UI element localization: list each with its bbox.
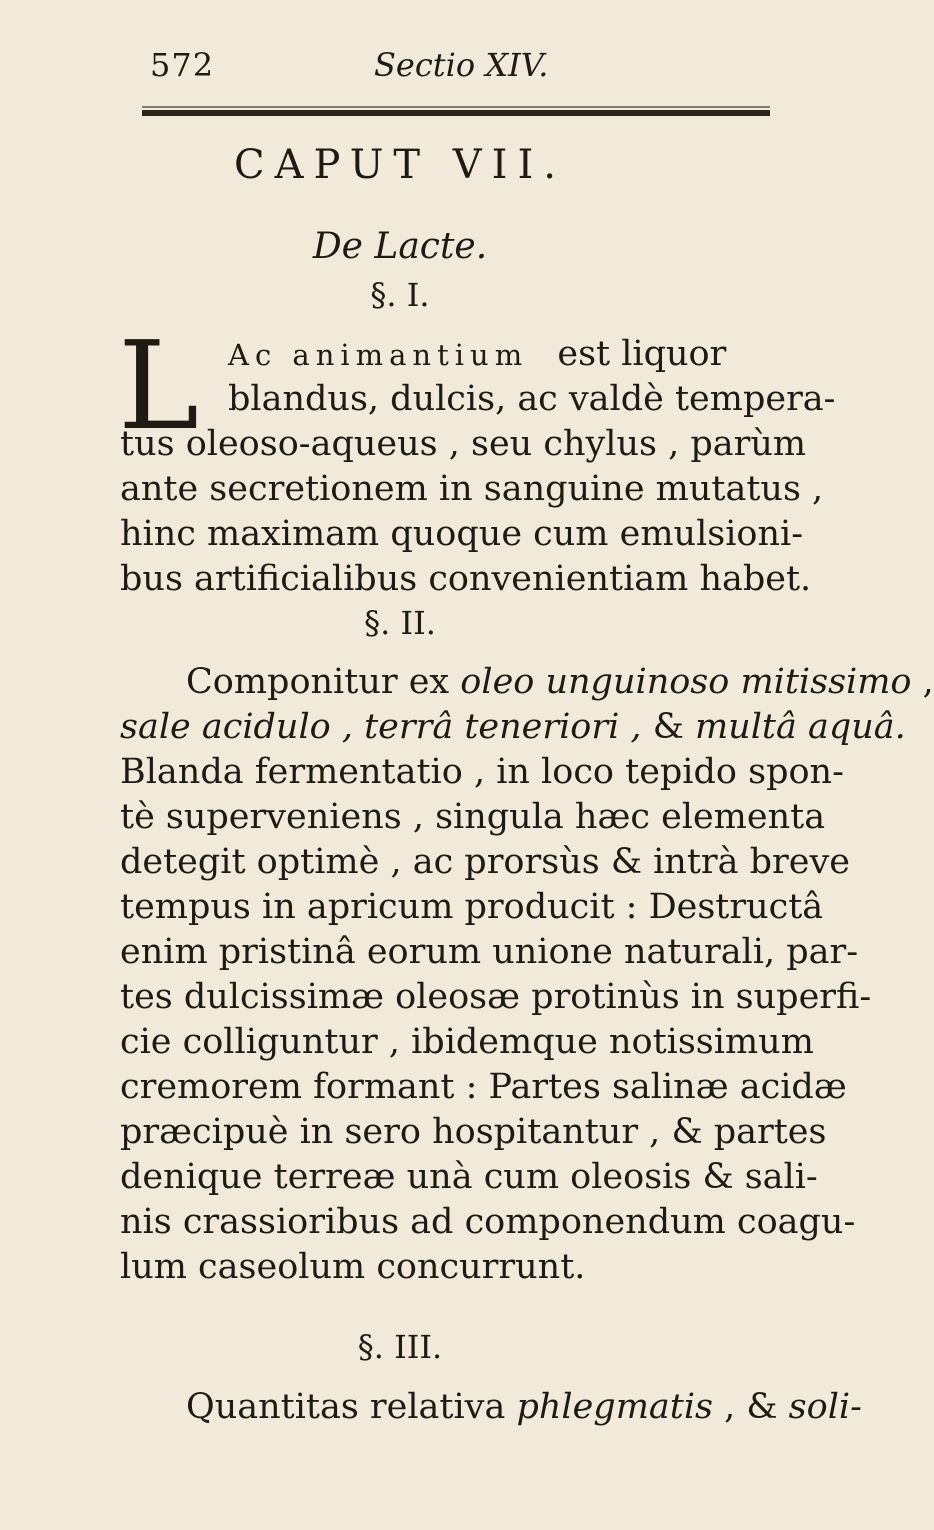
chapter-title: CAPUT VII. xyxy=(233,142,566,188)
text-line: Blanda fermentatio , in loco tepido spon- xyxy=(120,752,844,792)
paragraph-1 xyxy=(118,315,836,602)
text-line: tes dulcissimæ oleosæ protinùs in superfi- xyxy=(120,977,872,1017)
text-line: tempus in apricum producit : Destructâ xyxy=(120,887,824,927)
text-line: lum caseolum concurrunt. xyxy=(120,1247,586,1287)
text-line: bus artificialibus convenientiam habet. xyxy=(120,559,812,599)
text-line: tè superveniens , singula hæc elementa xyxy=(120,797,826,837)
page-number: 572 xyxy=(150,46,215,84)
text-line: denique terreæ unà cum oleosis & sali- xyxy=(120,1157,818,1197)
chapter-subtitle: De Lacte. xyxy=(312,226,488,267)
header-rule xyxy=(142,110,770,116)
running-title: Sectio XIV. xyxy=(374,46,549,84)
text-line: enim pristinâ eorum unione naturali, par- xyxy=(120,932,859,972)
paragraph-2 xyxy=(120,660,934,1290)
text-line: præcipuè in sero hospitantur , & partes xyxy=(120,1112,827,1152)
text-line xyxy=(120,332,800,377)
text-line: ante secretionem in sanguine mutatus , xyxy=(120,469,824,509)
line-continuation: est liquor xyxy=(557,334,727,374)
section-number-1: §. I. xyxy=(370,276,430,314)
section-number-3: §. III. xyxy=(357,1328,443,1366)
text-line: Quantitas relativa phlegmatis , & soli- xyxy=(186,1387,862,1427)
drop-cap: L xyxy=(118,315,200,457)
text-line: sale acidulo , terrâ teneriori , & multâ aquâ. xyxy=(120,707,906,747)
section-number-2: §. II. xyxy=(364,604,436,642)
text-line: cremorem formant : Partes salinæ acidæ xyxy=(120,1067,847,1107)
text-line: blandus, dulcis, ac valdè tempera- xyxy=(228,379,836,419)
text-line: Componitur ex oleo unguinoso mitissimo , xyxy=(186,662,934,702)
opening-words: Ac animantium xyxy=(228,338,529,372)
page-header xyxy=(150,46,770,96)
text-line: tus oleoso-aqueus , seu chylus , parùm xyxy=(120,424,807,464)
text-line: hinc maximam quoque cum emulsioni- xyxy=(120,514,804,554)
paragraph-3 xyxy=(120,1385,862,1430)
text-line: nis crassioribus ad componendum coagu- xyxy=(120,1202,856,1242)
text-line: cie colliguntur , ibidemque notissimum xyxy=(120,1022,814,1062)
text-line: detegit optimè , ac prorsùs & intrà breve xyxy=(120,842,850,882)
